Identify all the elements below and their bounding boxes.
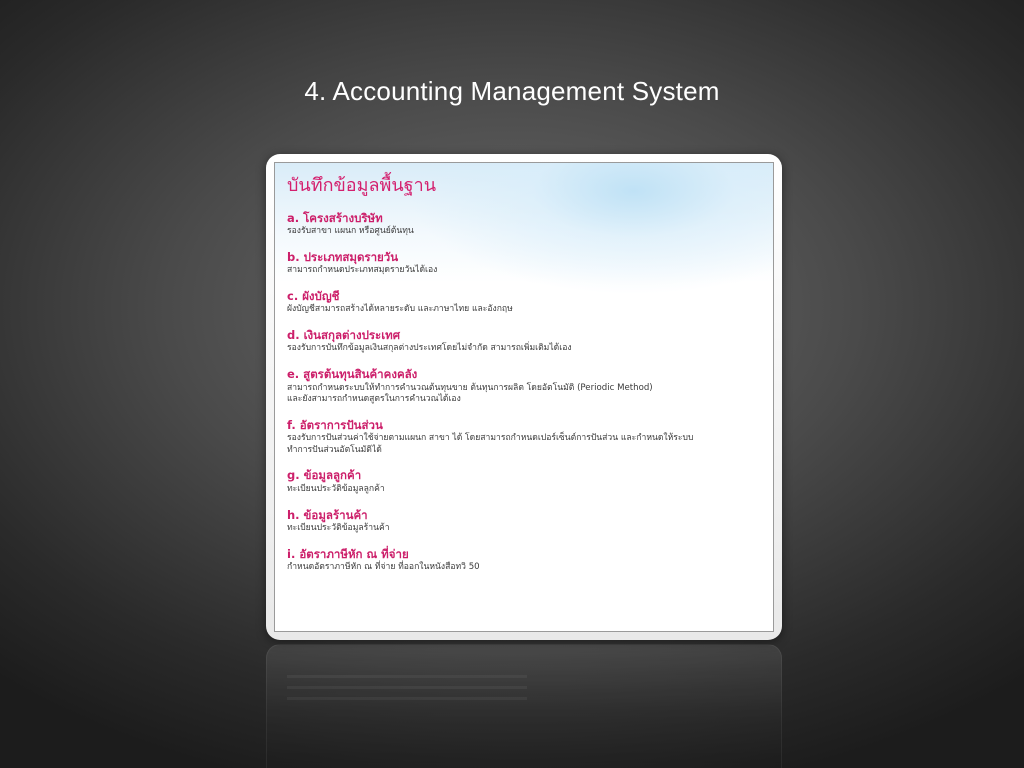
description-line: ผังบัญชีสามารถสร้างได้หลายระดับ และภาษาไทย และอังกฤษ — [287, 304, 513, 315]
section-heading: h. ข้อมูลร้านค้า — [287, 507, 368, 522]
section-withholding-tax — [287, 547, 763, 574]
section-chart-of-accounts — [287, 289, 763, 316]
section-heading: d. เงินสกุลต่างประเทศ — [287, 327, 401, 342]
section-heading: i. อัตราภาษีหัก ณ ที่จ่าย — [287, 546, 409, 561]
section-description — [287, 433, 763, 456]
reflection-line — [287, 697, 527, 700]
description-line: สามารถกำหนดระบบให้ทำการคำนวณต้นทุนขาย ต้นทุนการผลิต โดยอัตโนมัติ (Periodic Method) — [287, 382, 653, 393]
description-line: สามารถกำหนดประเภทสมุดรายวันได้เอง — [287, 265, 438, 276]
slide-title: 4. Accounting Management System — [304, 76, 720, 106]
frame-reflection — [266, 644, 782, 768]
reflection-lines — [287, 675, 527, 708]
basic-data-panel — [274, 162, 774, 632]
section-inventory-cost-formula — [287, 367, 763, 406]
section-heading: b. ประเภทสมุดรายวัน — [287, 249, 399, 264]
section-description — [287, 226, 763, 238]
section-heading: g. ข้อมูลลูกค้า — [287, 468, 362, 483]
section-description — [287, 484, 763, 496]
section-vendor-data — [287, 508, 763, 535]
section-description — [287, 523, 763, 535]
panel-heading: บันทึกข้อมูลพื้นฐาน — [287, 175, 437, 196]
section-company-structure — [287, 211, 763, 238]
reflection-line — [287, 686, 527, 689]
description-line: กำหนดอัตราภาษีหัก ณ ที่จ่าย ที่ออกในหนังสือทวิ 50 — [287, 562, 480, 573]
section-description — [287, 304, 763, 316]
description-line: รองรับการปันส่วนค่าใช้จ่ายตามแผนก สาขา ได้ โดยสามารถกำหนดเปอร์เซ็นต์การปันส่วน และกำหนดให้ระบบ — [287, 433, 694, 444]
reflection-line — [287, 675, 527, 678]
description-line: ทะเบียนประวัติข้อมูลร้านค้า — [287, 523, 390, 534]
description-line: ทำการปันส่วนอัตโนมัติได้ — [287, 444, 382, 455]
description-line: รองรับการบันทึกข้อมูลเงินสกุลต่างประเทศโดยไม่จำกัด สามารถเพิ่มเติมได้เอง — [287, 343, 572, 354]
section-heading: c. ผังบัญชี — [287, 288, 340, 303]
section-heading: e. สูตรต้นทุนสินค้าคงคลัง — [287, 367, 418, 382]
section-heading: a. โครงสร้างบริษัท — [287, 210, 383, 225]
screenshot-frame — [266, 154, 782, 640]
section-allocation-rate — [287, 418, 763, 457]
section-description — [287, 383, 763, 406]
section-description — [287, 265, 763, 277]
description-line: รองรับสาขา แผนก หรือศูนย์ต้นทุน — [287, 226, 414, 237]
description-line: และยังสามารถกำหนดสูตรในการคำนวณได้เอง — [287, 394, 461, 405]
section-description — [287, 343, 763, 355]
section-journal-types — [287, 250, 763, 277]
section-description — [287, 562, 763, 574]
description-line: ทะเบียนประวัติข้อมูลลูกค้า — [287, 483, 385, 494]
section-customer-data — [287, 468, 763, 495]
section-heading: f. อัตราการปันส่วน — [287, 417, 383, 432]
section-foreign-currency — [287, 328, 763, 355]
